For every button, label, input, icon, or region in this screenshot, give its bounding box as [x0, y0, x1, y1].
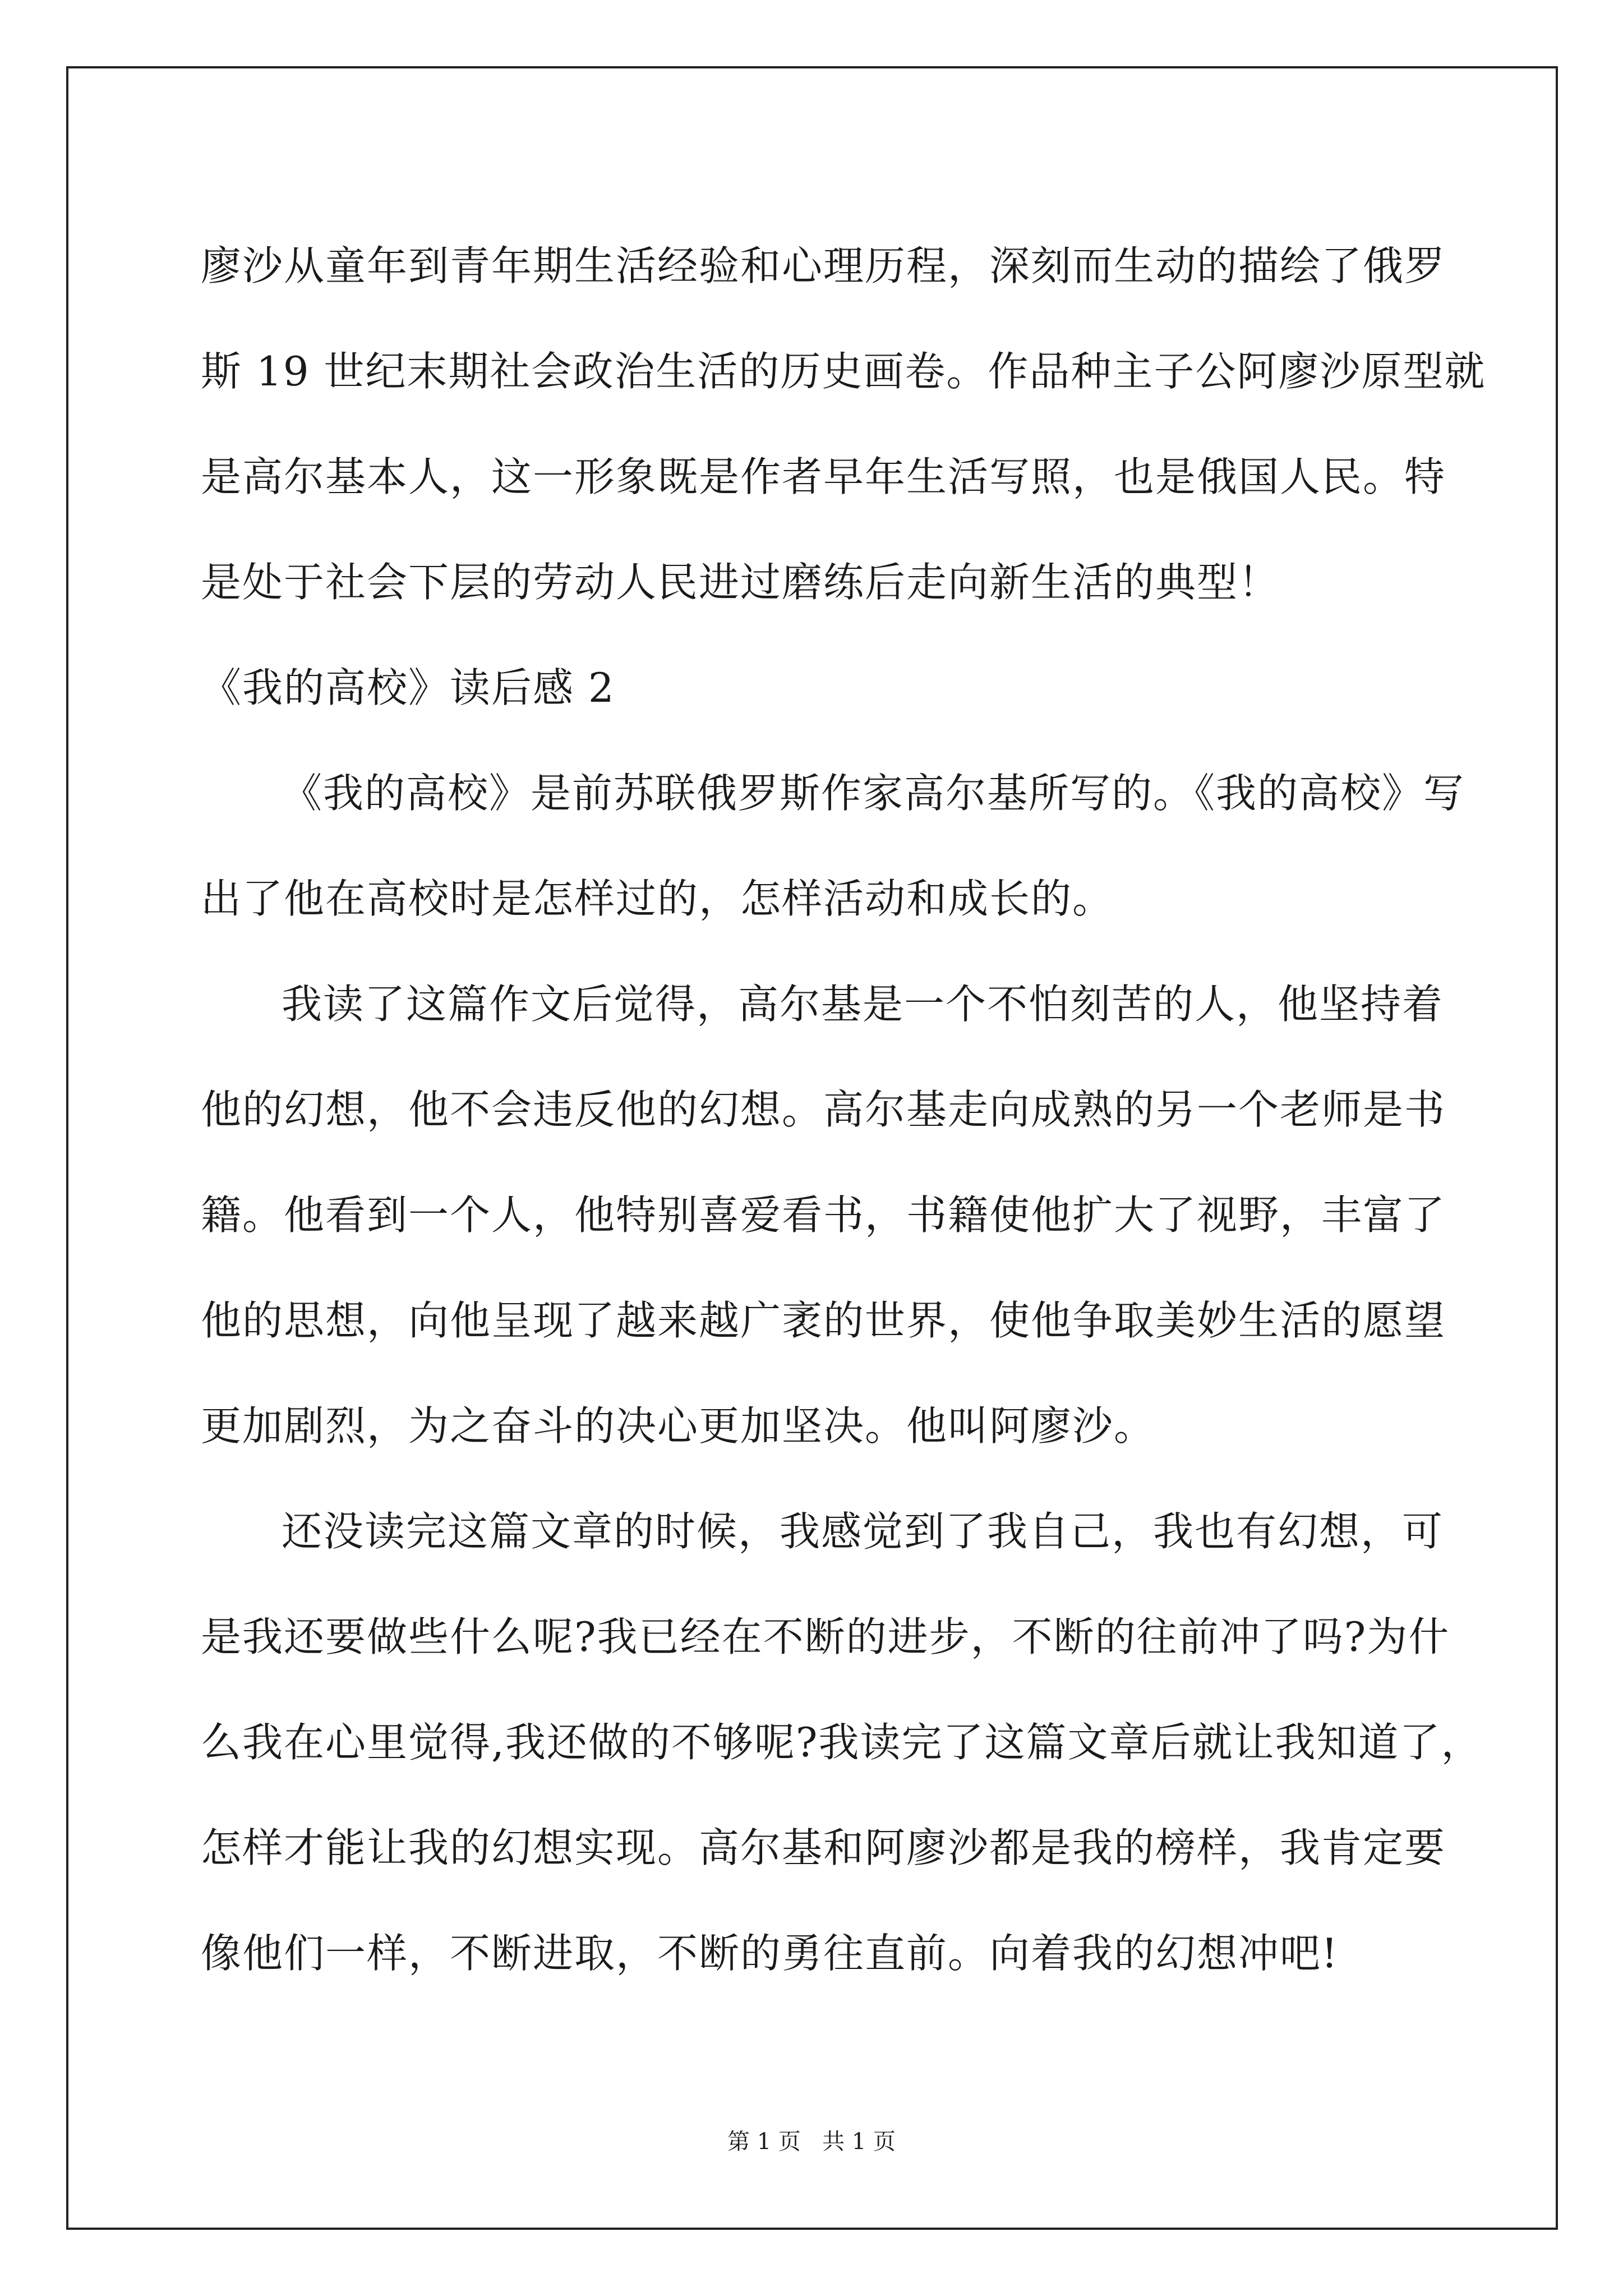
text-line: 像他们一样，不断进取，不断的勇往直前。向着我的幻想冲吧!	[201, 1930, 1339, 1977]
text-line: 他的思想，向他呈现了越来越广袤的世界，使他争取美妙生活的愿望	[201, 1297, 1446, 1344]
text-line: 斯 19 世纪末期社会政治生活的历史画卷。作品种主子公阿廖沙原型就	[201, 348, 1486, 395]
text-line: 更加剧烈，为之奋斗的决心更加坚决。他叫阿廖沙。	[201, 1402, 1156, 1450]
text-line: 是我还要做些什么呢?我已经在不断的进步，不断的往前冲了吗?为什	[201, 1613, 1450, 1660]
text-line: 么我在心里觉得,我还做的不够呢?我读完了这篇文章后就让我知道了，	[201, 1719, 1483, 1766]
page-number-footer: 第 1 页 共 1 页	[727, 2129, 896, 2155]
text-line: 籍。他看到一个人，他特别喜爱看书，书籍使他扩大了视野，丰富了	[201, 1191, 1446, 1239]
text-line: 是高尔基本人，这一形象既是作者早年生活写照，也是俄国人民。特	[201, 453, 1446, 500]
text-line: 怎样才能让我的幻想实现。高尔基和阿廖沙都是我的榜样，我肯定要	[201, 1824, 1446, 1871]
paragraph-first-line: 还没读完这篇文章的时候，我感觉到了我自己，我也有幻想，可	[282, 1508, 1444, 1555]
text-line: 廖沙从童年到青年期生活经验和心理历程，深刻而生动的描绘了俄罗	[201, 242, 1446, 289]
text-line: 他的幻想，他不会违反他的幻想。高尔基走向成熟的另一个老师是书	[201, 1086, 1446, 1133]
text-line: 出了他在高校时是怎样过的，怎样活动和成长的。	[201, 875, 1114, 922]
document-body	[201, 213, 1486, 2006]
paragraph-first-line: 我读了这篇作文后觉得，高尔基是一个不怕刻苦的人，他坚持着	[282, 981, 1444, 1028]
section-heading: 《我的高校》读后感 2	[201, 664, 615, 711]
text-line: 是处于社会下层的劳动人民进过磨练后走向新生活的典型！	[201, 559, 1280, 606]
paragraph-first-line: 《我的高校》是前苏联俄罗斯作家高尔基所写的。《我的高校》写	[282, 770, 1465, 817]
